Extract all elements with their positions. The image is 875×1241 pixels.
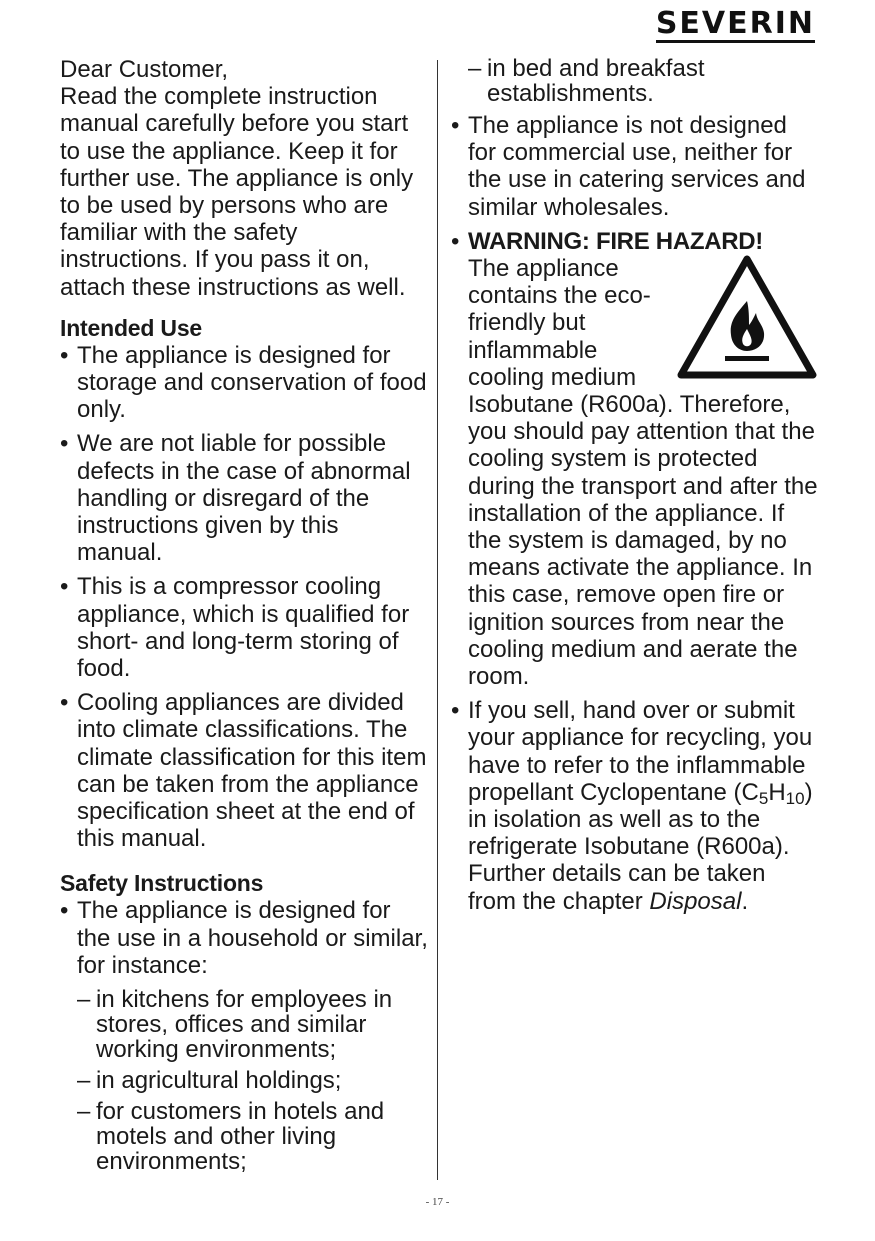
- safety-list: [60, 897, 428, 979]
- intended-use-list: [60, 342, 428, 853]
- safety-sublist-continued: [468, 56, 819, 106]
- intended-use-heading: Intended Use: [60, 314, 203, 341]
- list-item: • This is a compressor cooling appliance, which is qualified for short- and long-term storing of food.: [60, 573, 428, 682]
- recycling-item: [451, 697, 819, 915]
- list-item: • We are not liable for possible defects in the case of abnormal handling or disregard of the instructions given by this manual.: [60, 430, 428, 566]
- right-column: [451, 56, 819, 922]
- dash-item: – in bed and breakfast establishments.: [468, 56, 819, 106]
- subscript-five: 5: [758, 788, 769, 808]
- warning-heading: • WARNING: FIRE HAZARD!: [468, 227, 764, 255]
- fire-hazard-item: [451, 228, 819, 690]
- intro-paragraph: Read the complete instruction manual carefully before you start to use the appliance. Keep it for further use. The appliance is only to be used by persons who are familiar with the safety instructions. If you pass it on, attach these instructions as well.: [60, 83, 414, 301]
- recycle-h: H: [768, 778, 786, 806]
- safety-instructions-heading: Safety Instructions: [60, 870, 264, 897]
- left-column: [60, 56, 428, 1180]
- disposal-chapter-ref: Disposal: [649, 887, 742, 915]
- list-item: • The appliance is not designed for commercial use, neither for the use in catering services and similar wholesales.: [451, 112, 819, 221]
- flammable-warning-icon: [677, 255, 817, 379]
- severin-logo: SEVERIN: [655, 6, 815, 41]
- greeting: Dear Customer,: [60, 56, 229, 83]
- safety-list-continued: [451, 112, 819, 915]
- recycle-text: If you sell, hand over or submit your appliance for recycling, you have to refer to the inflammable propellant Cyclopentane (C: [468, 697, 813, 806]
- list-item: • The appliance is designed for storage and conservation of food only.: [60, 342, 428, 424]
- dash-item: – in agricultural holdings;: [77, 1068, 428, 1093]
- warning-text: The appliance contains the eco-friendly but inflammable cooling medium Isobutane (R600a). Therefore, you should pay attention that the cooling system is protected during the transport and after the installation of the appliance. If the system is damaged, by no means activate the appliance. In this case, remove open fire or ignition sources from near the cooling medium and aerate the room.: [468, 255, 818, 691]
- dash-item: – for customers in hotels and motels and other living environments;: [77, 1099, 428, 1174]
- list-item: • The appliance is designed for the use in a household or similar, for instance:: [60, 897, 428, 979]
- recycle-period: .: [741, 887, 749, 915]
- dash-item: – in kitchens for employees in stores, offices and similar working environments;: [77, 987, 428, 1062]
- list-item: • Cooling appliances are divided into climate classifications. The climate classification for this item can be taken from the appliance specification sheet at the end of this manual.: [60, 689, 428, 852]
- safety-sublist: [77, 987, 428, 1174]
- page-number: - 17 -: [425, 1196, 450, 1208]
- recycle-text-end: ) in isolation as well as to the refrigerate Isobutane (R600a). Further details can be taken from the chapter: [468, 778, 813, 915]
- column-divider: [437, 60, 438, 1180]
- subscript-ten: 10: [785, 788, 805, 808]
